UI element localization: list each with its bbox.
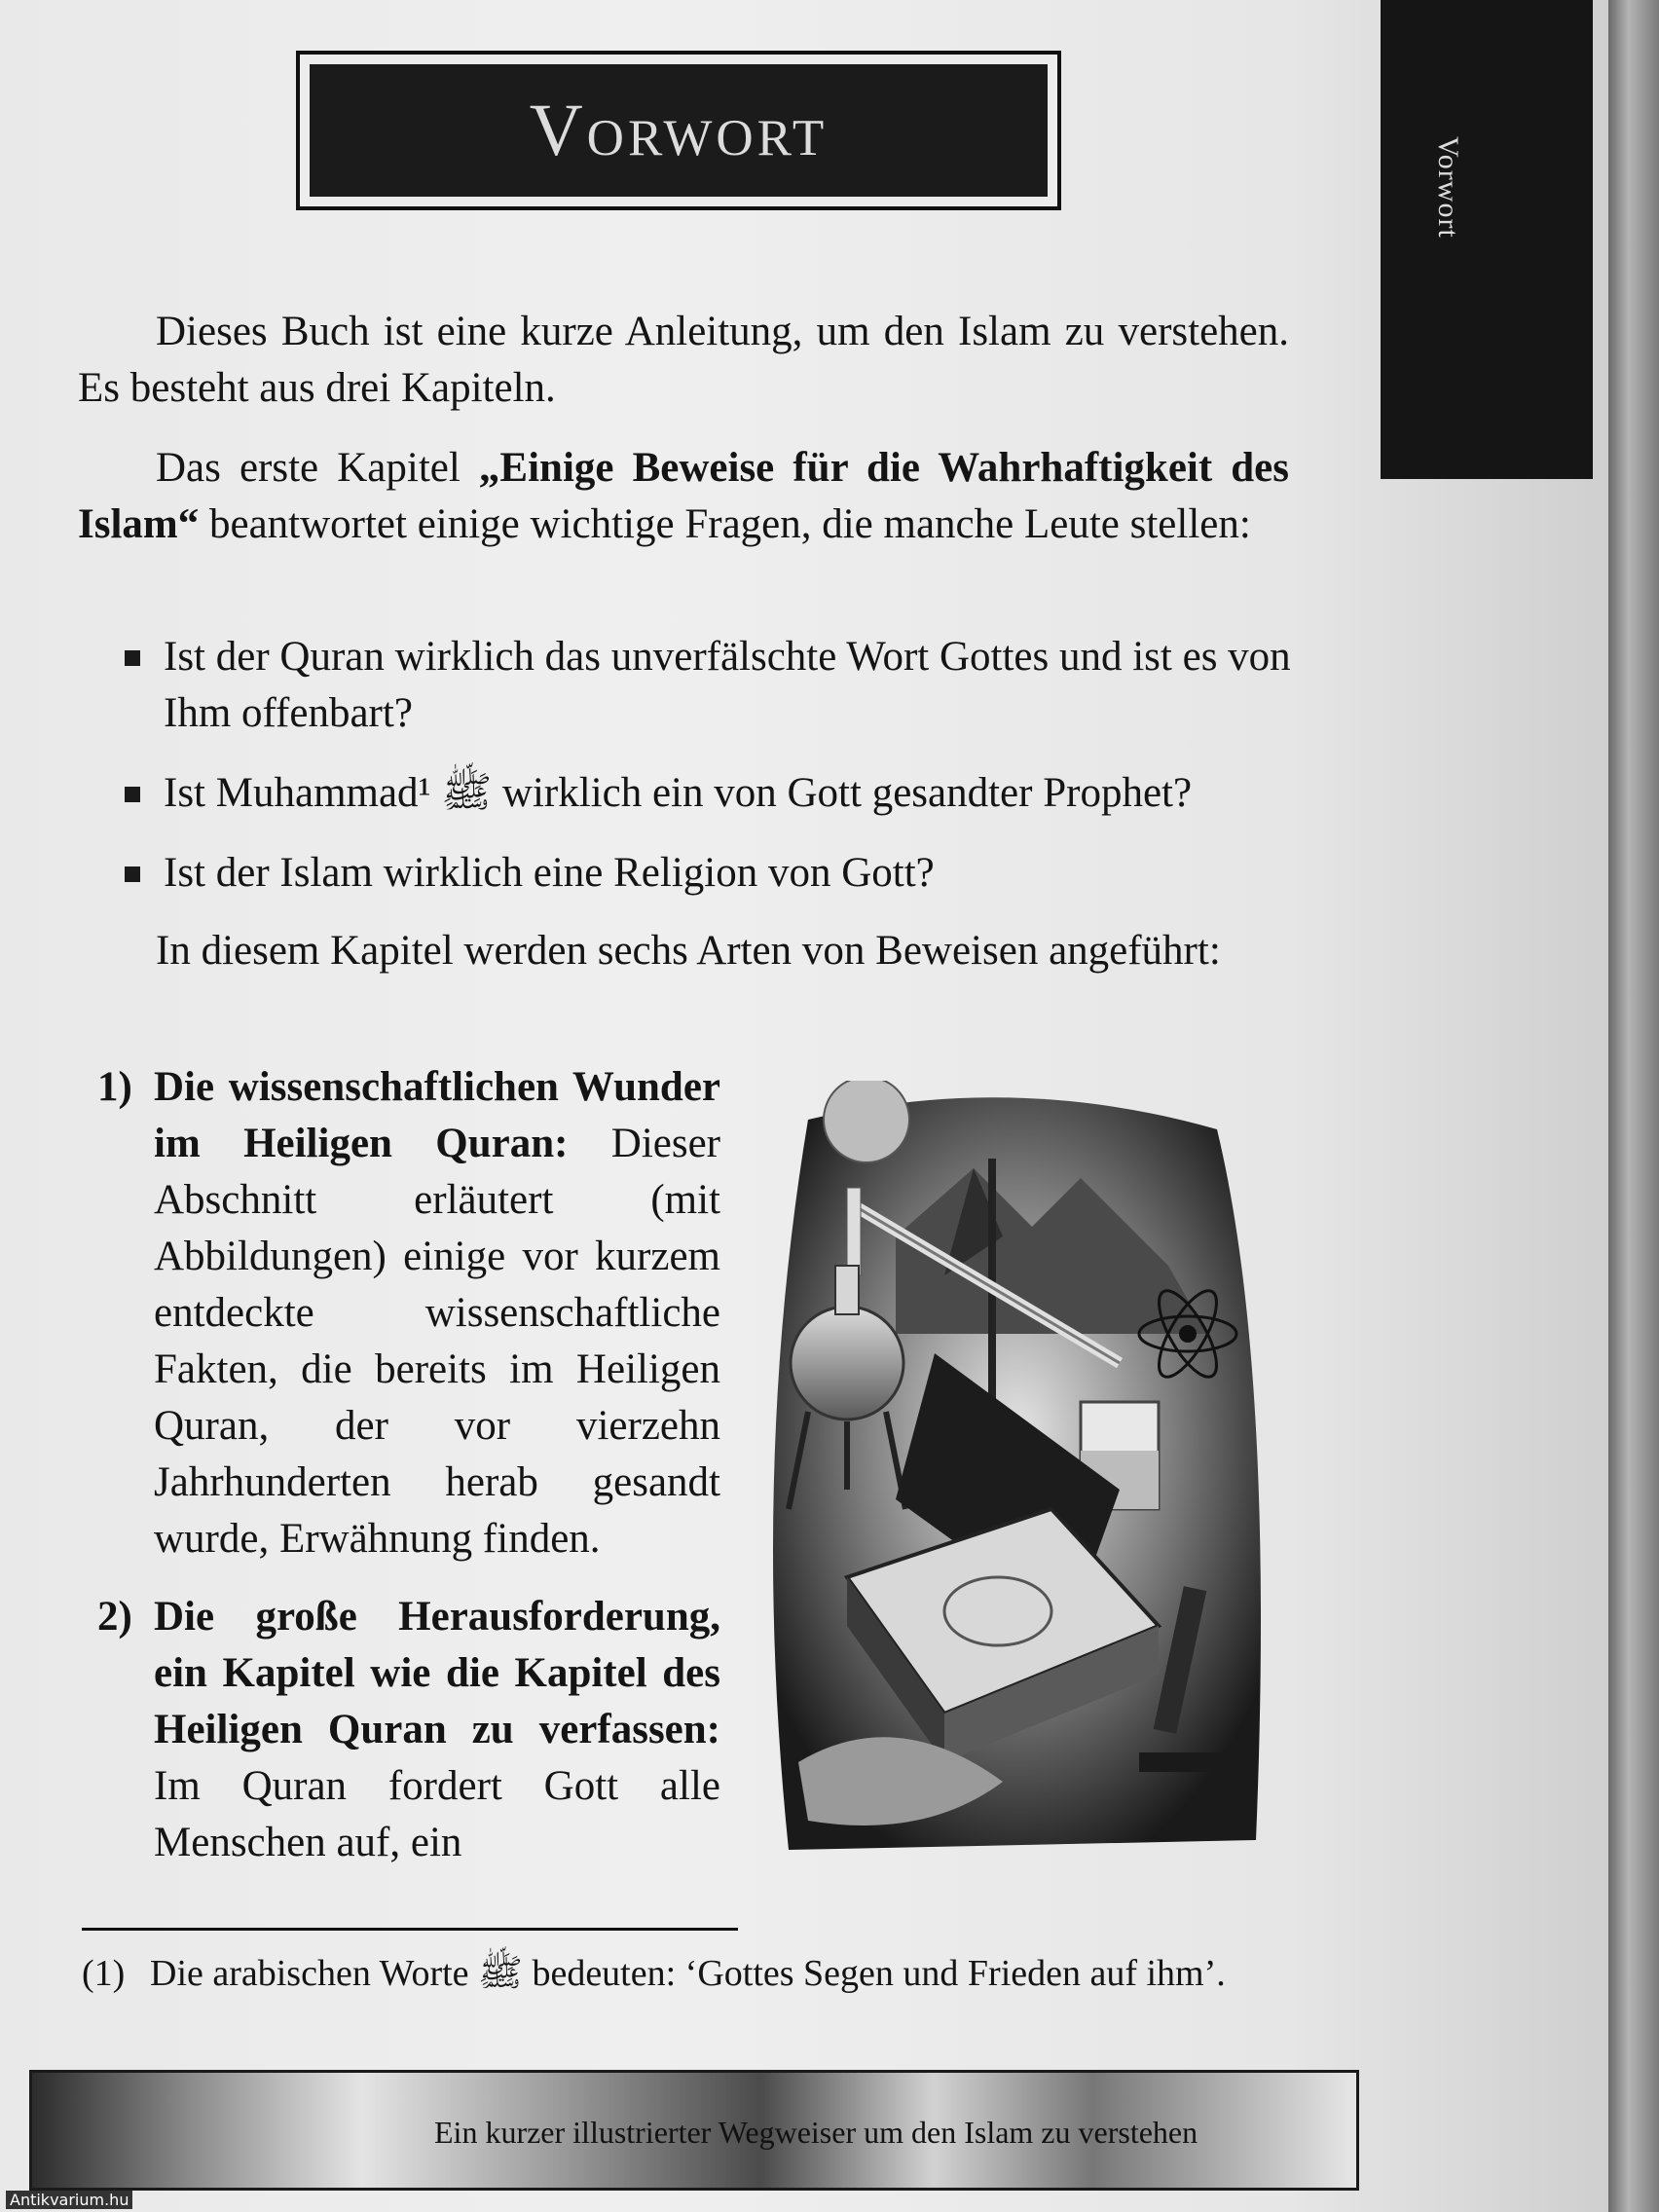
item-2-text xyxy=(154,1589,720,1871)
title-frame xyxy=(296,51,1061,210)
side-tab-label: Vorwort xyxy=(1432,136,1464,239)
footer-title: Ein kurzer illustrierter Wegweiser um den Islam zu verstehen xyxy=(434,2115,1198,2150)
item-number: 1) xyxy=(97,1064,132,1110)
question-text: Ist der Quran wirklich das unverfälschte Wort Gottes und ist es von Ihm offenbart? xyxy=(164,634,1291,736)
chapter1-prefix: Das erste Kapitel xyxy=(156,445,479,491)
chapter-side-tab xyxy=(1381,0,1593,479)
chapter1-suffix: beantwortet einige wichtige Fragen, die manche Leute stellen: xyxy=(199,501,1251,547)
question-text: Ist der Islam wirklich eine Religion von Gott? xyxy=(164,850,935,896)
square-bullet-icon xyxy=(125,787,140,802)
square-bullet-icon xyxy=(125,866,140,882)
question-text: Ist Muhammadﷺ ¹ wirklich ein von Gott gesandter Prophet? xyxy=(164,770,1193,816)
footnote-label: (1) xyxy=(82,1953,126,1994)
intro-paragraph: Dieses Buch ist eine kurze Anleitung, um den Islam zu verstehen. Es besteht aus drei Kapiteln. xyxy=(78,309,1289,411)
item-number: 2) xyxy=(97,1594,132,1640)
chapter1-paragraph xyxy=(78,440,1289,553)
watermark: Antikvarium.hu xyxy=(6,2191,132,2209)
footnote-text: Die arabischen Worte ﷺ bedeuten: ‘Gottes Segen und Frieden auf ihm’. xyxy=(150,1953,1226,1994)
chapter1-title: „Einige Beweise für die Wahrhaftigkeit des Islam“ xyxy=(78,445,1290,547)
footnote-divider xyxy=(82,1928,738,1931)
item-1-text xyxy=(154,1059,720,1567)
science-quran-illustration xyxy=(750,1081,1275,1860)
square-bullet-icon xyxy=(125,650,140,666)
kinds-intro-paragraph: In diesem Kapitel werden sechs Arten von Beweisen angeführt: xyxy=(156,928,1221,974)
item-2-body: Im Quran fordert Gott alle Menschen auf, ein xyxy=(154,1763,720,1865)
title-banner xyxy=(310,64,1048,197)
page-edge xyxy=(1608,0,1659,2212)
item-1-body: Dieser Abschnitt erläutert (mit Abbildungen) einige vor kurzem entdeckte wissenschaftliche Fakten, die bereits im Heiligen Quran, der vor vierzehn Jahrhunderten herab gesandt wurde, Erwähnung finden. xyxy=(154,1121,720,1562)
item-1-heading: Die wissenschaftlichen Wunder im Heiligen Quran: xyxy=(154,1064,720,1166)
page-title: Vorwort xyxy=(529,89,829,171)
item-2-heading: Die große Herausforderung, ein Kapitel wie die Kapitel des Heiligen Quran zu verfassen: xyxy=(154,1594,720,1752)
